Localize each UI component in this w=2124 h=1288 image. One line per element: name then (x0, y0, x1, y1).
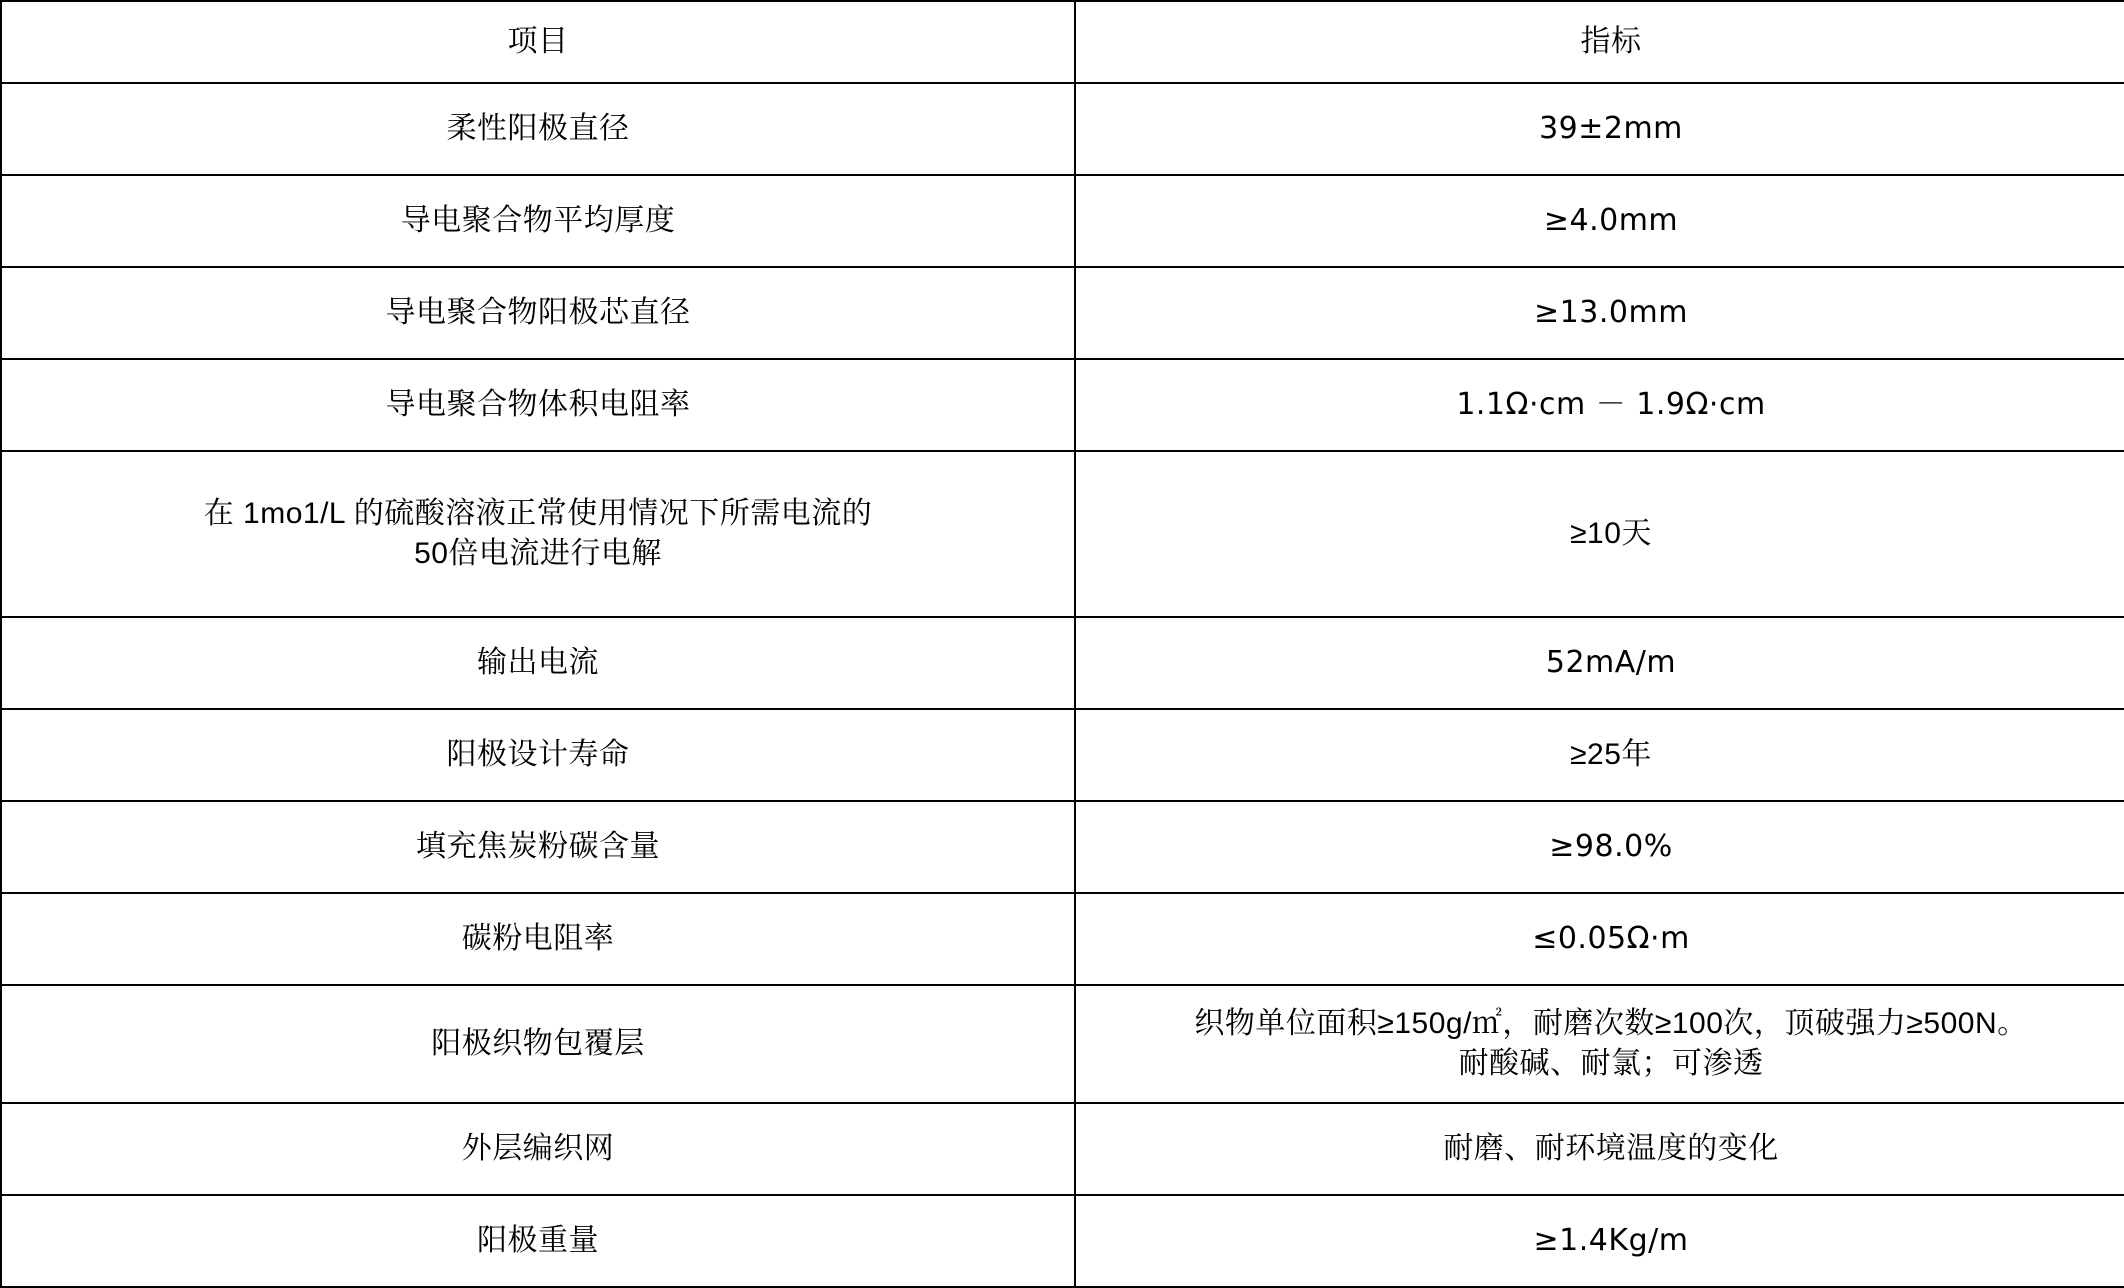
row-item-label: 输出电流 (1, 617, 1075, 709)
row-item-label: 阳极织物包覆层 (1, 985, 1075, 1103)
row-item-value: 耐磨、耐环境温度的变化 (1075, 1103, 2124, 1195)
row-item-label: 阳极设计寿命 (1, 709, 1075, 801)
table-row (1, 893, 2124, 985)
row-item-label: 导电聚合物阳极芯直径 (1, 267, 1075, 359)
row-item-value: ≤0.05Ω·m (1075, 893, 2124, 985)
table-row (1, 801, 2124, 893)
table-row (1, 1103, 2124, 1195)
row-item-label: 柔性阳极直径 (1, 83, 1075, 175)
table-row (1, 617, 2124, 709)
row-item-label (1, 451, 1075, 617)
row-item-value-line1: 织物单位面积≥150g/㎡，耐磨次数≥100次，顶破强力≥500N。 (1194, 1006, 2028, 1040)
row-item-label: 导电聚合物体积电阻率 (1, 359, 1075, 451)
row-item-value: ≥10天 (1075, 451, 2124, 617)
row-item-value: 1.1Ω·cm － 1.9Ω·cm (1075, 359, 2124, 451)
row-item-value (1075, 985, 2124, 1103)
table-row (1, 83, 2124, 175)
table-row (1, 267, 2124, 359)
table-row (1, 1195, 2124, 1287)
row-item-value: ≥13.0mm (1075, 267, 2124, 359)
table-header-row (1, 1, 2124, 83)
row-item-value: 52mA/m (1075, 617, 2124, 709)
row-item-label-line1: 在 1mo1/L 的硫酸溶液正常使用情况下所需电流的 (203, 496, 873, 530)
row-item-label: 填充焦炭粉碳含量 (1, 801, 1075, 893)
row-item-label-line2: 50倍电流进行电解 (414, 537, 662, 570)
row-item-label: 阳极重量 (1, 1195, 1075, 1287)
row-item-label: 碳粉电阻率 (1, 893, 1075, 985)
row-item-value: ≥25年 (1075, 709, 2124, 801)
table-row (1, 985, 2124, 1103)
header-cell-indicator: 指标 (1075, 1, 2124, 83)
row-item-value-line2: 耐酸碱、耐氯；可渗透 (1458, 1047, 1764, 1080)
row-item-label: 导电聚合物平均厚度 (1, 175, 1075, 267)
row-item-value: 39±2mm (1075, 83, 2124, 175)
row-item-label: 外层编织网 (1, 1103, 1075, 1195)
table-row (1, 359, 2124, 451)
table-row (1, 175, 2124, 267)
header-cell-item: 项目 (1, 1, 1075, 83)
table-row (1, 709, 2124, 801)
row-item-value: ≥1.4Kg/m (1075, 1195, 2124, 1287)
table-row (1, 451, 2124, 617)
row-item-value: ≥4.0mm (1075, 175, 2124, 267)
row-item-value: ≥98.0% (1075, 801, 2124, 893)
